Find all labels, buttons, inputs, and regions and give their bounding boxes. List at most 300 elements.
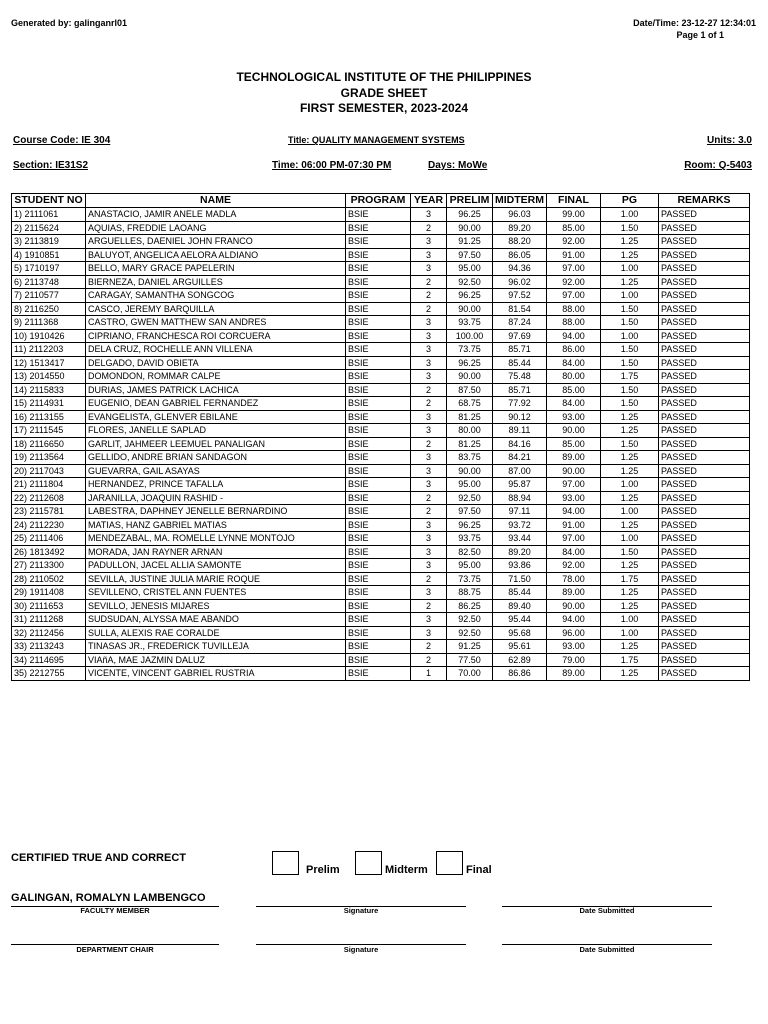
program-cell: BSIE [346, 532, 411, 546]
year-cell: 3 [411, 464, 447, 478]
pg-cell: 1.25 [601, 491, 659, 505]
name-cell: DOMONDON, ROMMAR CALPE [86, 370, 346, 384]
remarks-cell: PASSED [659, 424, 750, 438]
pg-cell: 1.50 [601, 437, 659, 451]
remarks-cell: PASSED [659, 397, 750, 411]
program-cell: BSIE [346, 437, 411, 451]
program-cell: BSIE [346, 275, 411, 289]
student-no-cell: 18) 2116650 [12, 437, 86, 451]
midterm-cell: 89.20 [493, 545, 547, 559]
final-cell: 94.00 [547, 329, 601, 343]
student-no-cell: 11) 2112203 [12, 343, 86, 357]
year-cell: 3 [411, 424, 447, 438]
program-cell: BSIE [346, 559, 411, 573]
year-cell: 2 [411, 397, 447, 411]
final-cell: 92.00 [547, 559, 601, 573]
table-row [12, 370, 750, 384]
certified-text: CERTIFIED TRUE AND CORRECT [11, 852, 186, 864]
pg-cell: 1.25 [601, 248, 659, 262]
midterm-cell: 95.44 [493, 613, 547, 627]
student-no-cell: 15) 2114931 [12, 397, 86, 411]
program-cell: BSIE [346, 329, 411, 343]
page-number: Page 1 of 1 [676, 30, 724, 40]
program-cell: BSIE [346, 383, 411, 397]
final-cell: 97.00 [547, 478, 601, 492]
name-cell: JARANILLA, JOAQUIN RASHID - [86, 491, 346, 505]
midterm-cell: 97.52 [493, 289, 547, 303]
prelim-cell: 96.25 [447, 518, 493, 532]
prelim-cell: 97.50 [447, 248, 493, 262]
pg-cell: 1.25 [601, 559, 659, 573]
table-row [12, 329, 750, 343]
year-cell: 3 [411, 316, 447, 330]
student-no-cell: 31) 2111268 [12, 613, 86, 627]
name-cell: SEVILLENO, CRISTEL ANN FUENTES [86, 586, 346, 600]
pg-cell: 1.00 [601, 613, 659, 627]
midterm-cell: 77.92 [493, 397, 547, 411]
final-cell: 99.00 [547, 208, 601, 222]
final-cell: 97.00 [547, 262, 601, 276]
name-cell: MATIAS, HANZ GABRIEL MATIAS [86, 518, 346, 532]
faculty-label: FACULTY MEMBER [80, 906, 150, 915]
table-row [12, 572, 750, 586]
pg-cell: 1.25 [601, 451, 659, 465]
remarks-cell: PASSED [659, 599, 750, 613]
name-cell: BIERNEZA, DANIEL ARGUILLES [86, 275, 346, 289]
remarks-cell: PASSED [659, 586, 750, 600]
final-cell: 85.00 [547, 221, 601, 235]
prelim-cell: 90.00 [447, 464, 493, 478]
final-cell: 85.00 [547, 383, 601, 397]
pg-cell: 1.00 [601, 208, 659, 222]
table-row [12, 559, 750, 573]
pg-cell: 1.50 [601, 397, 659, 411]
name-cell: FLORES, JANELLE SAPLAD [86, 424, 346, 438]
final-cell: 90.00 [547, 424, 601, 438]
pg-cell: 1.50 [601, 316, 659, 330]
prelim-cell: 93.75 [447, 532, 493, 546]
prelim-cell: 80.00 [447, 424, 493, 438]
final-cell: 88.00 [547, 302, 601, 316]
course-units: Units: 3.0 [706, 135, 752, 146]
prelim-cell: 92.50 [447, 491, 493, 505]
program-cell: BSIE [346, 262, 411, 276]
student-no-cell: 20) 2117043 [12, 464, 86, 478]
program-cell: BSIE [346, 221, 411, 235]
year-cell: 3 [411, 545, 447, 559]
student-no-cell: 2) 2115624 [12, 221, 86, 235]
name-cell: LABESTRA, DAPHNEY JENELLE BERNARDINO [86, 505, 346, 519]
midterm-cell: 84.16 [493, 437, 547, 451]
year-cell: 2 [411, 275, 447, 289]
table-row [12, 640, 750, 654]
midterm-cell: 93.86 [493, 559, 547, 573]
table-row [12, 599, 750, 613]
remarks-cell: PASSED [659, 545, 750, 559]
prelim-cell: 83.75 [447, 451, 493, 465]
remarks-cell: PASSED [659, 518, 750, 532]
student-no-cell: 14) 2115833 [12, 383, 86, 397]
remarks-cell: PASSED [659, 235, 750, 249]
grade-table [11, 193, 750, 681]
prelim-cell: 73.75 [447, 343, 493, 357]
midterm-cell: 88.20 [493, 235, 547, 249]
year-cell: 2 [411, 653, 447, 667]
year-cell: 2 [411, 572, 447, 586]
final-checkbox[interactable] [436, 851, 463, 875]
pg-cell: 1.25 [601, 464, 659, 478]
remarks-cell: PASSED [659, 262, 750, 276]
pg-cell: 1.50 [601, 545, 659, 559]
table-row [12, 397, 750, 411]
table-row [12, 532, 750, 546]
student-no-cell: 12) 1513417 [12, 356, 86, 370]
table-row [12, 248, 750, 262]
table-header-row [12, 194, 750, 208]
remarks-cell: PASSED [659, 532, 750, 546]
year-cell: 2 [411, 289, 447, 303]
table-row [12, 275, 750, 289]
prelim-cell: 86.25 [447, 599, 493, 613]
midterm-cell: 87.00 [493, 464, 547, 478]
midterm-cell: 95.87 [493, 478, 547, 492]
student-no-cell: 4) 1910851 [12, 248, 86, 262]
table-row [12, 208, 750, 222]
year-cell: 3 [411, 235, 447, 249]
student-no-cell: 26) 1813492 [12, 545, 86, 559]
midterm-cell: 89.40 [493, 599, 547, 613]
student-no-cell: 19) 2113564 [12, 451, 86, 465]
final-cell: 78.00 [547, 572, 601, 586]
midterm-cell: 84.21 [493, 451, 547, 465]
chair-date-label: Date Submitted [579, 945, 635, 954]
program-cell: BSIE [346, 613, 411, 627]
table-row [12, 505, 750, 519]
table-row [12, 626, 750, 640]
year-cell: 2 [411, 383, 447, 397]
name-cell: ANASTACIO, JAMIR ANELE MADLA [86, 208, 346, 222]
prelim-cell: 92.50 [447, 613, 493, 627]
col-program: PROGRAM [346, 194, 411, 208]
prelim-cell: 82.50 [447, 545, 493, 559]
program-cell: BSIE [346, 343, 411, 357]
remarks-cell: PASSED [659, 343, 750, 357]
col-name: NAME [86, 194, 346, 208]
prelim-cell: 87.50 [447, 383, 493, 397]
student-no-cell: 6) 2113748 [12, 275, 86, 289]
title-block [0, 70, 768, 117]
final-cell: 84.00 [547, 397, 601, 411]
year-cell: 3 [411, 262, 447, 276]
year-cell: 3 [411, 586, 447, 600]
program-cell: BSIE [346, 667, 411, 681]
table-row [12, 289, 750, 303]
col-midterm: MIDTERM [493, 194, 547, 208]
table-row [12, 478, 750, 492]
pg-cell: 1.25 [601, 640, 659, 654]
year-cell: 3 [411, 356, 447, 370]
final-cell: 84.00 [547, 356, 601, 370]
remarks-cell: PASSED [659, 302, 750, 316]
program-cell: BSIE [346, 599, 411, 613]
final-cell: 88.00 [547, 316, 601, 330]
midterm-cell: 85.44 [493, 586, 547, 600]
final-cell: 79.00 [547, 653, 601, 667]
chair-signature-label: Signature [343, 945, 379, 954]
pg-cell: 1.25 [601, 599, 659, 613]
midterm-cell: 87.24 [493, 316, 547, 330]
pg-cell: 1.50 [601, 356, 659, 370]
year-cell: 3 [411, 478, 447, 492]
name-cell: GUEVARRA, GAIL ASAYAS [86, 464, 346, 478]
course-days: Days: MoWe [428, 160, 488, 171]
prelim-cell: 77.50 [447, 653, 493, 667]
name-cell: GELLIDO, ANDRE BRIAN SANDAGON [86, 451, 346, 465]
prelim-cell: 93.75 [447, 316, 493, 330]
student-no-cell: 13) 2014550 [12, 370, 86, 384]
pg-cell: 1.50 [601, 221, 659, 235]
remarks-cell: PASSED [659, 626, 750, 640]
student-no-cell: 34) 2114695 [12, 653, 86, 667]
prelim-cell: 88.75 [447, 586, 493, 600]
student-no-cell: 7) 2110577 [12, 289, 86, 303]
course-room: Room: Q-5403 [684, 160, 752, 171]
midterm-cell: 85.44 [493, 356, 547, 370]
datetime: Date/Time: 23-12-27 12:34:01 [633, 18, 756, 28]
remarks-cell: PASSED [659, 316, 750, 330]
prelim-cell: 100.00 [447, 329, 493, 343]
midterm-cell: 97.11 [493, 505, 547, 519]
prelim-cell: 92.50 [447, 626, 493, 640]
remarks-cell: PASSED [659, 491, 750, 505]
name-cell: AQUIAS, FREDDIE LAOANG [86, 221, 346, 235]
col-final: FINAL [547, 194, 601, 208]
student-no-cell: 16) 2113155 [12, 410, 86, 424]
final-cell: 90.00 [547, 599, 601, 613]
table-row [12, 343, 750, 357]
midterm-label: Midterm [385, 864, 428, 876]
midterm-cell: 94.36 [493, 262, 547, 276]
pg-cell: 1.00 [601, 626, 659, 640]
prelim-cell: 96.25 [447, 289, 493, 303]
program-cell: BSIE [346, 640, 411, 654]
table-row [12, 613, 750, 627]
name-cell: MORADA, JAN RAYNER ARNAN [86, 545, 346, 559]
final-cell: 84.00 [547, 545, 601, 559]
pg-cell: 1.25 [601, 235, 659, 249]
program-cell: BSIE [346, 248, 411, 262]
remarks-cell: PASSED [659, 356, 750, 370]
student-no-cell: 21) 2111804 [12, 478, 86, 492]
year-cell: 3 [411, 518, 447, 532]
year-cell: 2 [411, 221, 447, 235]
midterm-cell: 90.12 [493, 410, 547, 424]
midterm-cell: 88.94 [493, 491, 547, 505]
midterm-cell: 85.71 [493, 383, 547, 397]
final-cell: 91.00 [547, 248, 601, 262]
name-cell: DELA CRUZ, ROCHELLE ANN VILLENA [86, 343, 346, 357]
final-cell: 92.00 [547, 235, 601, 249]
prelim-checkbox[interactable] [272, 851, 299, 875]
prelim-cell: 70.00 [447, 667, 493, 681]
program-cell: BSIE [346, 370, 411, 384]
program-cell: BSIE [346, 505, 411, 519]
name-cell: CASCO, JEREMY BARQUILLA [86, 302, 346, 316]
prelim-cell: 95.00 [447, 262, 493, 276]
final-cell: 97.00 [547, 289, 601, 303]
program-cell: BSIE [346, 653, 411, 667]
student-no-cell: 24) 2112230 [12, 518, 86, 532]
year-cell: 2 [411, 599, 447, 613]
name-cell: HERNANDEZ, PRINCE TAFALLA [86, 478, 346, 492]
final-cell: 93.00 [547, 491, 601, 505]
faculty-name: GALINGAN, ROMALYN LAMBENGCO [11, 892, 206, 904]
prelim-cell: 81.25 [447, 437, 493, 451]
year-cell: 3 [411, 329, 447, 343]
student-no-cell: 10) 1910426 [12, 329, 86, 343]
table-row [12, 316, 750, 330]
pg-cell: 1.75 [601, 572, 659, 586]
final-cell: 94.00 [547, 613, 601, 627]
course-code: Course Code: IE 304 [13, 135, 111, 146]
col-student-no: STUDENT NO [12, 194, 86, 208]
year-cell: 2 [411, 640, 447, 654]
year-cell: 3 [411, 626, 447, 640]
midterm-cell: 86.86 [493, 667, 547, 681]
remarks-cell: PASSED [659, 329, 750, 343]
pg-cell: 1.75 [601, 653, 659, 667]
program-cell: BSIE [346, 397, 411, 411]
student-no-cell: 33) 2113243 [12, 640, 86, 654]
remarks-cell: PASSED [659, 478, 750, 492]
remarks-cell: PASSED [659, 559, 750, 573]
pg-cell: 1.25 [601, 410, 659, 424]
pg-cell: 1.25 [601, 518, 659, 532]
year-cell: 3 [411, 370, 447, 384]
table-row [12, 437, 750, 451]
name-cell: PADULLON, JACEL ALLIA SAMONTE [86, 559, 346, 573]
final-cell: 89.00 [547, 451, 601, 465]
final-cell: 92.00 [547, 275, 601, 289]
pg-cell: 1.75 [601, 370, 659, 384]
name-cell: DELGADO, DAVID OBIETA [86, 356, 346, 370]
pg-cell: 1.00 [601, 532, 659, 546]
program-cell: BSIE [346, 572, 411, 586]
student-no-cell: 28) 2110502 [12, 572, 86, 586]
year-cell: 2 [411, 505, 447, 519]
year-cell: 3 [411, 451, 447, 465]
year-cell: 3 [411, 208, 447, 222]
student-no-cell: 35) 2212755 [12, 667, 86, 681]
name-cell: SEVILLA, JUSTINE JULIA MARIE ROQUE [86, 572, 346, 586]
student-no-cell: 17) 2111545 [12, 424, 86, 438]
name-cell: CASTRO, GWEN MATTHEW SAN ANDRES [86, 316, 346, 330]
name-cell: SEVILLO, JENESIS MIJARES [86, 599, 346, 613]
year-cell: 2 [411, 302, 447, 316]
student-no-cell: 1) 2111061 [12, 208, 86, 222]
midterm-cell: 96.03 [493, 208, 547, 222]
remarks-cell: PASSED [659, 221, 750, 235]
prelim-cell: 95.00 [447, 478, 493, 492]
student-no-cell: 22) 2112608 [12, 491, 86, 505]
student-no-cell: 30) 2111653 [12, 599, 86, 613]
midterm-cell: 86.05 [493, 248, 547, 262]
prelim-cell: 90.00 [447, 370, 493, 384]
remarks-cell: PASSED [659, 653, 750, 667]
year-cell: 3 [411, 343, 447, 357]
student-no-cell: 27) 2113300 [12, 559, 86, 573]
table-row [12, 518, 750, 532]
name-cell: VIAñA, MAE JAZMIN DALUZ [86, 653, 346, 667]
student-no-cell: 32) 2112456 [12, 626, 86, 640]
final-cell: 93.00 [547, 640, 601, 654]
name-cell: SUDSUDAN, ALYSSA MAE ABANDO [86, 613, 346, 627]
table-row [12, 383, 750, 397]
pg-cell: 1.25 [601, 667, 659, 681]
table-row [12, 451, 750, 465]
remarks-cell: PASSED [659, 613, 750, 627]
remarks-cell: PASSED [659, 289, 750, 303]
remarks-cell: PASSED [659, 451, 750, 465]
pg-cell: 1.00 [601, 262, 659, 276]
program-cell: BSIE [346, 491, 411, 505]
final-cell: 94.00 [547, 505, 601, 519]
name-cell: EVANGELISTA, GLENVER EBILANE [86, 410, 346, 424]
final-cell: 96.00 [547, 626, 601, 640]
prelim-cell: 96.25 [447, 208, 493, 222]
program-cell: BSIE [346, 208, 411, 222]
program-cell: BSIE [346, 302, 411, 316]
name-cell: MENDEZABAL, MA. ROMELLE LYNNE MONTOJO [86, 532, 346, 546]
year-cell: 3 [411, 248, 447, 262]
remarks-cell: PASSED [659, 370, 750, 384]
year-cell: 3 [411, 613, 447, 627]
course-time: Time: 06:00 PM-07:30 PM [272, 160, 392, 171]
midterm-checkbox[interactable] [355, 851, 382, 875]
prelim-label: Prelim [306, 864, 340, 876]
program-cell: BSIE [346, 235, 411, 249]
prelim-cell: 81.25 [447, 410, 493, 424]
col-prelim: PRELIM [447, 194, 493, 208]
table-row [12, 545, 750, 559]
table-row [12, 491, 750, 505]
prelim-cell: 91.25 [447, 640, 493, 654]
pg-cell: 1.00 [601, 329, 659, 343]
table-row [12, 424, 750, 438]
table-row [12, 667, 750, 681]
year-cell: 1 [411, 667, 447, 681]
col-year: YEAR [411, 194, 447, 208]
remarks-cell: PASSED [659, 640, 750, 654]
program-cell: BSIE [346, 478, 411, 492]
remarks-cell: PASSED [659, 248, 750, 262]
final-cell: 80.00 [547, 370, 601, 384]
remarks-cell: PASSED [659, 410, 750, 424]
year-cell: 3 [411, 532, 447, 546]
final-cell: 89.00 [547, 667, 601, 681]
remarks-cell: PASSED [659, 572, 750, 586]
final-label: Final [466, 864, 492, 876]
faculty-date-label: Date Submitted [579, 906, 635, 915]
program-cell: BSIE [346, 626, 411, 640]
remarks-cell: PASSED [659, 667, 750, 681]
midterm-cell: 89.11 [493, 424, 547, 438]
institution-name: TECHNOLOGICAL INSTITUTE OF THE PHILIPPINES [236, 70, 532, 84]
prelim-cell: 68.75 [447, 397, 493, 411]
remarks-cell: PASSED [659, 437, 750, 451]
document-title: GRADE SHEET [340, 85, 428, 100]
table-row [12, 221, 750, 235]
